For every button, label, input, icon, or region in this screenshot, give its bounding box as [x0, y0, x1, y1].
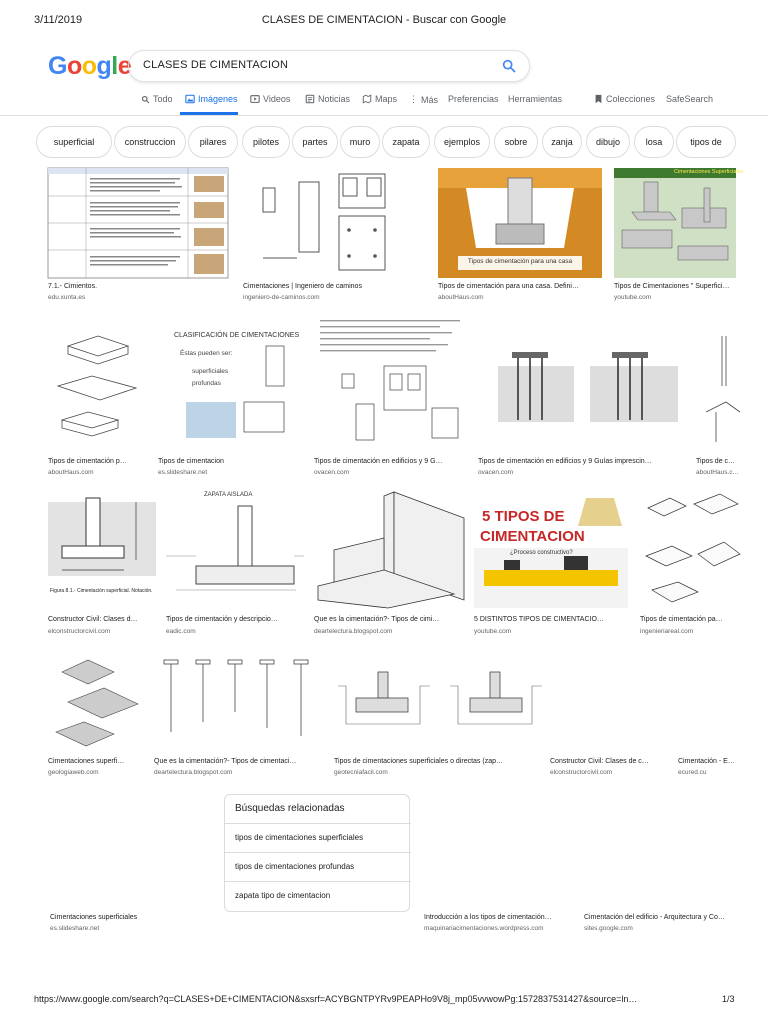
related-search-item[interactable]: zapata tipo de cimentacion: [225, 881, 411, 910]
result-caption[interactable]: Cimentación - E…: [678, 758, 735, 765]
search-tabs: [0, 94, 768, 114]
result-source[interactable]: ecured.cu: [678, 769, 707, 776]
result-source[interactable]: eadic.com: [166, 628, 196, 635]
foundation-sketch-image: [48, 316, 146, 450]
slide-intro: Éstas pueden ser:: [180, 350, 233, 357]
result-thumbnail[interactable]: [334, 662, 546, 742]
chip[interactable]: pilotes: [242, 126, 290, 158]
chip[interactable]: zanja: [542, 126, 582, 158]
result-thumbnail[interactable]: [166, 490, 304, 608]
tab-herramientas[interactable]: [508, 94, 562, 104]
result-caption[interactable]: Tipos de cimentación p…: [48, 458, 127, 465]
tab-maps[interactable]: [362, 94, 397, 104]
search-icon: [141, 95, 150, 104]
more-icon: ⋮: [409, 94, 418, 104]
result-caption[interactable]: Tipos de Cimentaciones " Superfici…: [614, 283, 730, 290]
result-thumbnail[interactable]: [438, 168, 602, 278]
result-source[interactable]: edu.xunta.es: [48, 294, 86, 301]
result-thumbnail[interactable]: [48, 168, 228, 278]
tab-label: Todo: [153, 94, 173, 104]
result-caption[interactable]: Cimentaciones superficiales: [50, 914, 138, 921]
result-thumbnail[interactable]: [48, 490, 156, 608]
result-caption[interactable]: Tipos de cimentación para una casa. Defini…: [438, 283, 579, 290]
result-thumbnail[interactable]: [243, 168, 431, 278]
google-logo[interactable]: [48, 52, 131, 81]
result-caption[interactable]: Cimentaciones superfi…: [48, 758, 125, 765]
related-search-item[interactable]: tipos de cimentaciones profundas: [225, 852, 411, 881]
result-source[interactable]: elconstructorcivil.com: [550, 769, 613, 776]
result-source[interactable]: aboutHaus.c…: [696, 469, 739, 476]
print-url: https://www.google.com/search?q=CLASES+DE+CIMENTACION&sxsrf=ACYBGNTPYRv9PEAPHo9V8j_mp05vvwowPg:1572837531427&source=ln…: [34, 994, 638, 1004]
3d-footings-image: [614, 168, 736, 278]
result-source[interactable]: aboutHaus.com: [48, 469, 94, 476]
result-source[interactable]: es.slideshare.net: [158, 469, 208, 476]
chip[interactable]: construccion: [114, 126, 186, 158]
chip[interactable]: zapata: [382, 126, 430, 158]
result-caption[interactable]: 5 DISTINTOS TIPOS DE CIMENTACIO…: [474, 616, 604, 623]
tabs-divider: [0, 115, 768, 116]
thumbnail-title: ZAPATA AISLADA: [204, 492, 253, 498]
bookmark-icon: [594, 94, 603, 104]
logo-letter: l: [111, 52, 118, 80]
shallow-footings-image: [334, 662, 546, 742]
table-diagram-image: [48, 168, 228, 278]
tab-safesearch[interactable]: [666, 94, 713, 104]
result-thumbnail[interactable]: [640, 490, 740, 608]
tab-preferencias[interactable]: [448, 94, 499, 104]
slide-item: profundas: [192, 380, 221, 387]
result-thumbnail[interactable]: [614, 168, 744, 278]
result-caption[interactable]: Tipos de cimentación pa…: [640, 616, 723, 623]
result-caption[interactable]: Tipos de cimentacion: [158, 458, 224, 465]
isolated-footing-image: [166, 490, 304, 608]
chip[interactable]: partes: [292, 126, 338, 158]
tab-colecciones[interactable]: [594, 94, 655, 104]
superficial-foundations-image: [48, 652, 146, 750]
tab-label: Más: [421, 94, 439, 105]
result-source[interactable]: youtube.com: [474, 628, 512, 635]
chip[interactable]: losa: [634, 126, 674, 158]
result-caption[interactable]: Tipos de cimentación en edificios y 9 Guías imprescin…: [478, 458, 652, 465]
tab-imagenes[interactable]: [185, 94, 238, 104]
chip[interactable]: tipos de: [676, 126, 736, 158]
result-source[interactable]: geologiaweb.com: [48, 769, 99, 776]
result-thumbnail[interactable]: [48, 316, 146, 450]
tab-mas[interactable]: [409, 94, 438, 105]
result-source[interactable]: aboutHaus.com: [438, 294, 484, 301]
slide-title: CLASIFICACIÓN DE CIMENTACIONES: [174, 332, 300, 339]
result-source[interactable]: ovacen.com: [314, 469, 350, 476]
thumbnail-banner-text: Tipos de cimentación para una casa: [467, 258, 573, 265]
chip[interactable]: pilares: [188, 126, 238, 158]
result-caption[interactable]: Tipos de cimentaciones superficiales o directas (zap…: [334, 758, 503, 765]
tab-label: Herramientas: [508, 94, 563, 104]
video-title-line: 5 TIPOS DE: [482, 508, 565, 525]
footing-plans-image: [243, 168, 431, 278]
result-source[interactable]: ovacen.com: [478, 469, 514, 476]
result-source[interactable]: elconstructorcivil.com: [48, 628, 111, 635]
slide-item: superficiales: [192, 368, 229, 375]
chip[interactable]: dibujo: [586, 126, 630, 158]
related-searches-panel: [224, 794, 410, 912]
result-thumbnail[interactable]: [158, 316, 306, 450]
result-caption[interactable]: Que es la cimentación?- Tipos de cimi…: [314, 616, 440, 623]
result-caption[interactable]: Cimentación del edificio - Arquitectura y Co…: [584, 914, 725, 921]
tab-label: Imágenes: [198, 94, 238, 104]
chip[interactable]: muro: [340, 126, 380, 158]
search-box[interactable]: [128, 50, 530, 82]
result-caption[interactable]: Que es la cimentación?- Tipos de cimentaci…: [154, 758, 297, 765]
chip[interactable]: sobre: [494, 126, 538, 158]
tab-videos[interactable]: [250, 94, 290, 104]
tab-label: Colecciones: [606, 94, 656, 104]
thumbnail-banner-text: Cimentaciones Superficiales: [674, 169, 744, 175]
pile-foundations-image: [478, 316, 688, 450]
result-caption[interactable]: Introducción a los tipos de cimentación…: [424, 914, 552, 921]
related-search-item[interactable]: tipos de cimentaciones superficiales: [225, 823, 411, 852]
result-caption[interactable]: Tipos de cimentación y descripcio…: [166, 616, 278, 623]
result-caption[interactable]: Cimentaciones | Ingeniero de caminos: [243, 283, 362, 290]
video-subtitle: ¿Proceso constructivo?: [510, 550, 573, 556]
print-date: 3/11/2019: [34, 14, 83, 26]
result-source[interactable]: deartelectura.blogspot.com: [314, 628, 393, 635]
image-icon: [185, 94, 195, 104]
print-title: CLASES DE CIMENTACION - Buscar con Google: [261, 14, 507, 26]
result-thumbnail[interactable]: [48, 652, 146, 750]
result-caption[interactable]: Tipos de c…: [696, 458, 736, 465]
play-icon: [250, 94, 260, 104]
tab-todo[interactable]: [141, 94, 173, 104]
result-thumbnail[interactable]: [696, 316, 740, 450]
result-caption[interactable]: Tipos de cimentación en edificios y 9 G…: [314, 458, 443, 465]
result-thumbnail[interactable]: [474, 490, 628, 608]
result-caption[interactable]: Constructor Civil: Clases d…: [48, 616, 138, 623]
search-input[interactable]: CLASES DE CIMENTACION: [143, 59, 289, 71]
related-searches-heading: Búsquedas relacionadas: [235, 803, 345, 814]
tab-noticias[interactable]: [305, 94, 350, 104]
video-title-line: CIMENTACION: [480, 528, 585, 545]
map-icon: [362, 94, 372, 104]
logo-letter: o: [66, 52, 82, 80]
result-thumbnail[interactable]: [154, 652, 328, 750]
refinement-chips: [36, 126, 736, 160]
footing-isometric-image: [640, 490, 740, 608]
result-source[interactable]: youtube.com: [614, 294, 652, 301]
result-source[interactable]: geotecniafacil.com: [334, 769, 388, 776]
result-thumbnail[interactable]: [314, 316, 470, 450]
tab-label: Preferencias: [448, 94, 499, 104]
result-source[interactable]: ingenieriareal.com: [640, 628, 694, 635]
print-header: [0, 14, 768, 30]
result-source[interactable]: ingeniero-de-caminos.com: [243, 294, 320, 301]
foundation-types-table-image: [314, 316, 470, 450]
news-icon: [305, 94, 315, 104]
result-caption[interactable]: Constructor Civil: Clases de c…: [550, 758, 649, 765]
tab-label: Noticias: [318, 94, 351, 104]
chip[interactable]: superficial: [36, 126, 112, 158]
print-page-number: 1/3: [722, 994, 735, 1004]
result-caption[interactable]: 7.1.- Cimientos.: [48, 283, 98, 290]
result-source[interactable]: deartelectura.blogspot.com: [154, 769, 233, 776]
logo-letter: g: [96, 52, 112, 80]
pile-sketch-image: [696, 316, 740, 450]
search-icon[interactable]: [501, 58, 517, 74]
result-thumbnail[interactable]: [478, 316, 688, 450]
result-thumbnail[interactable]: [314, 490, 464, 608]
result-source[interactable]: sites.google.com: [584, 925, 633, 932]
chip[interactable]: ejemplos: [434, 126, 490, 158]
tab-label: SafeSearch: [666, 94, 714, 104]
wall-footing-image: [314, 490, 464, 608]
figure-caption: Figura 8.1.- Cimentación superficial. Notación.: [50, 588, 153, 594]
result-source[interactable]: es.slideshare.net: [50, 925, 100, 932]
piles-row-image: [154, 652, 328, 750]
logo-letter: o: [81, 52, 97, 80]
logo-letter: e: [117, 52, 132, 80]
tab-label: Videos: [263, 94, 291, 104]
result-source[interactable]: maquinariacimentaciones.wordpress.com: [424, 925, 544, 932]
tab-label: Maps: [375, 94, 398, 104]
logo-letter: G: [48, 52, 67, 80]
